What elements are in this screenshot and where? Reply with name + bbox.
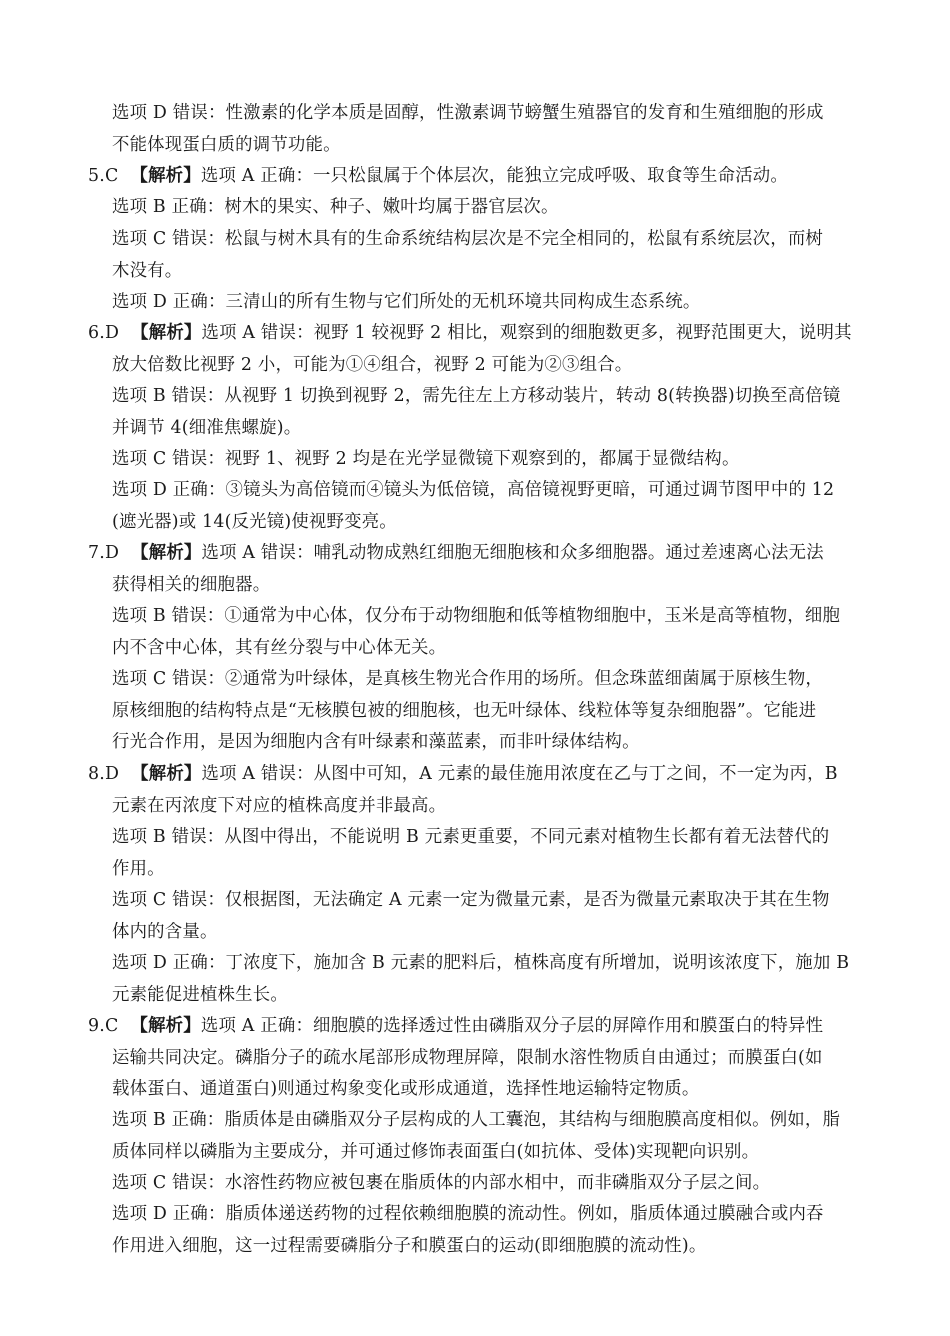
text-line: 运输共同决定。磷脂分子的疏水尾部形成物理屏障，限制水溶性物质自由通过；而膜蛋白(如	[112, 1047, 823, 1068]
text-line: 获得相关的细胞器。	[112, 574, 271, 595]
paragraph-8d	[112, 948, 867, 1011]
text-line: 选项 A 错误：视野 1 较视野 2 相比，观察到的细胞数更多，视野范围更大，说明其	[201, 323, 852, 343]
question-7	[88, 538, 867, 601]
analysis-tag: 【解析】	[130, 166, 201, 186]
text-line: 选项 A 正确：细胞膜的选择透过性由磷脂双分子层的屏障作用和膜蛋白的特异性	[200, 1016, 824, 1036]
question-9	[88, 1011, 867, 1106]
text-line: 选项 B 错误：从图中得出，不能说明 B 元素更重要，不同元素对植物生长都有着无法替代的	[112, 827, 830, 847]
text-line: 选项 D 正确：脂质体递送药物的过程依赖细胞膜的流动性。例如，脂质体通过膜融合或内吞	[112, 1204, 824, 1224]
question-5	[88, 161, 867, 193]
question-number: 5.C	[88, 166, 119, 186]
text-line: 作用进入细胞，这一过程需要磷脂分子和膜蛋白的运动(即细胞膜的流动性)。	[112, 1235, 707, 1256]
paragraph-5c	[112, 224, 867, 287]
text-line: 选项 C 错误：②通常为叶绿体，是真核生物光合作用的场所。但念珠蓝细菌属于原核生物，	[112, 669, 824, 689]
analysis-tag: 【解析】	[131, 543, 202, 563]
text-line: 并调节 4(细准焦螺旋)。	[112, 417, 302, 438]
text-line: 行光合作用，是因为细胞内含有叶绿素和藻蓝素，而非叶绿体结构。	[112, 732, 640, 752]
text-line: 载体蛋白、通道蛋白)则通过构象变化或形成通道，选择性地运输特定物质。	[112, 1079, 700, 1099]
paragraph-6c	[112, 444, 867, 476]
paragraph-5d	[112, 287, 867, 319]
text-line: 选项 D 正确：丁浓度下，施加含 B 元素的肥料后，植株高度有所增加，说明该浓度下，施加 B	[112, 953, 850, 973]
paragraph-8c	[112, 885, 867, 948]
text-line: 选项 B 错误：从视野 1 切换到视野 2，需先往左上方移动装片，转动 8(转换器)切换至高倍镜	[112, 386, 841, 406]
text-line: 选项 C 错误：松鼠与树木具有的生命系统结构层次是不完全相同的，松鼠有系统层次，而树	[112, 229, 824, 249]
analysis-tag: 【解析】	[131, 764, 202, 784]
question-number: 8.D	[88, 764, 120, 784]
question-6	[88, 318, 867, 381]
question-number: 6.D	[88, 323, 120, 343]
paragraph-7b	[112, 601, 867, 664]
text-line: 选项 D 错误：性激素的化学本质是固醇，性激素调节螃蟹生殖器官的发育和生殖细胞的形成	[112, 103, 824, 123]
paragraph-9d	[112, 1199, 867, 1262]
text-line: 选项 A 错误：从图中可知，A 元素的最佳施用浓度在乙与丁之间，不一定为丙，B	[201, 764, 838, 784]
question-number: 9.C	[88, 1016, 119, 1036]
paragraph-7c	[112, 664, 867, 759]
text-line: 木没有。	[112, 260, 183, 281]
paragraph-9c	[112, 1168, 867, 1200]
text-line: 选项 D 正确：③镜头为高倍镜而④镜头为低倍镜，高倍镜视野更暗，可通过调节图甲中的 12	[112, 480, 835, 500]
text-line: 选项 B 正确：树木的果实、种子、嫩叶均属于器官层次。	[112, 197, 559, 217]
text-line: 选项 B 正确：脂质体是由磷脂双分子层构成的人工囊泡，其结构与细胞膜高度相似。例如，脂	[112, 1110, 841, 1130]
paragraph-9b	[112, 1105, 867, 1168]
text-line: 元素能促进植株生长。	[112, 984, 288, 1005]
text-line: 不能体现蛋白质的调节功能。	[112, 134, 341, 155]
text-line: 选项 D 正确：三清山的所有生物与它们所处的无机环境共同构成生态系统。	[112, 292, 701, 312]
text-line: 质体同样以磷脂为主要成分，并可通过修饰表面蛋白(如抗体、受体)实现靶向识别。	[112, 1141, 760, 1162]
text-line: 选项 A 正确：一只松鼠属于个体层次，能独立完成呼吸、取食等生命活动。	[200, 166, 788, 186]
text-line: 选项 A 错误：哺乳动物成熟红细胞无细胞核和众多细胞器。通过差速离心法无法	[201, 543, 824, 563]
question-8	[88, 759, 867, 822]
paragraph-4d	[112, 98, 867, 161]
paragraph-5b	[112, 192, 867, 224]
text-line: 内不含中心体，其有丝分裂与中心体无关。	[112, 637, 447, 658]
text-line: 选项 C 错误：视野 1、视野 2 均是在光学显微镜下观察到的，都属于显微结构。	[112, 449, 740, 469]
text-line: 元素在丙浓度下对应的植株高度并非最高。	[112, 795, 447, 816]
paragraph-6d	[112, 475, 867, 538]
text-line: 作用。	[112, 858, 165, 879]
text-line: 原核细胞的结构特点是“无核膜包被的细胞核，也无叶绿体、线粒体等复杂细胞器”。它能进	[112, 700, 817, 721]
text-line: 选项 C 错误：水溶性药物应被包裹在脂质体的内部水相中，而非磷脂双分子层之间。	[112, 1173, 771, 1193]
paragraph-6b	[112, 381, 867, 444]
paragraph-8b	[112, 822, 867, 885]
text-line: 体内的含量。	[112, 921, 218, 942]
analysis-tag: 【解析】	[130, 1016, 201, 1036]
text-line: 选项 C 错误：仅根据图，无法确定 A 元素一定为微量元素，是否为微量元素取决于其在生物	[112, 890, 830, 910]
analysis-tag: 【解析】	[131, 323, 202, 343]
text-line: 选项 B 错误：①通常为中心体，仅分布于动物细胞和低等植物细胞中，玉米是高等植物，细胞	[112, 606, 841, 626]
question-number: 7.D	[88, 543, 120, 563]
text-line: 放大倍数比视野 2 小，可能为①④组合，视野 2 可能为②③组合。	[112, 354, 633, 375]
text-line: (遮光器)或 14(反光镜)使视野变亮。	[112, 511, 397, 532]
